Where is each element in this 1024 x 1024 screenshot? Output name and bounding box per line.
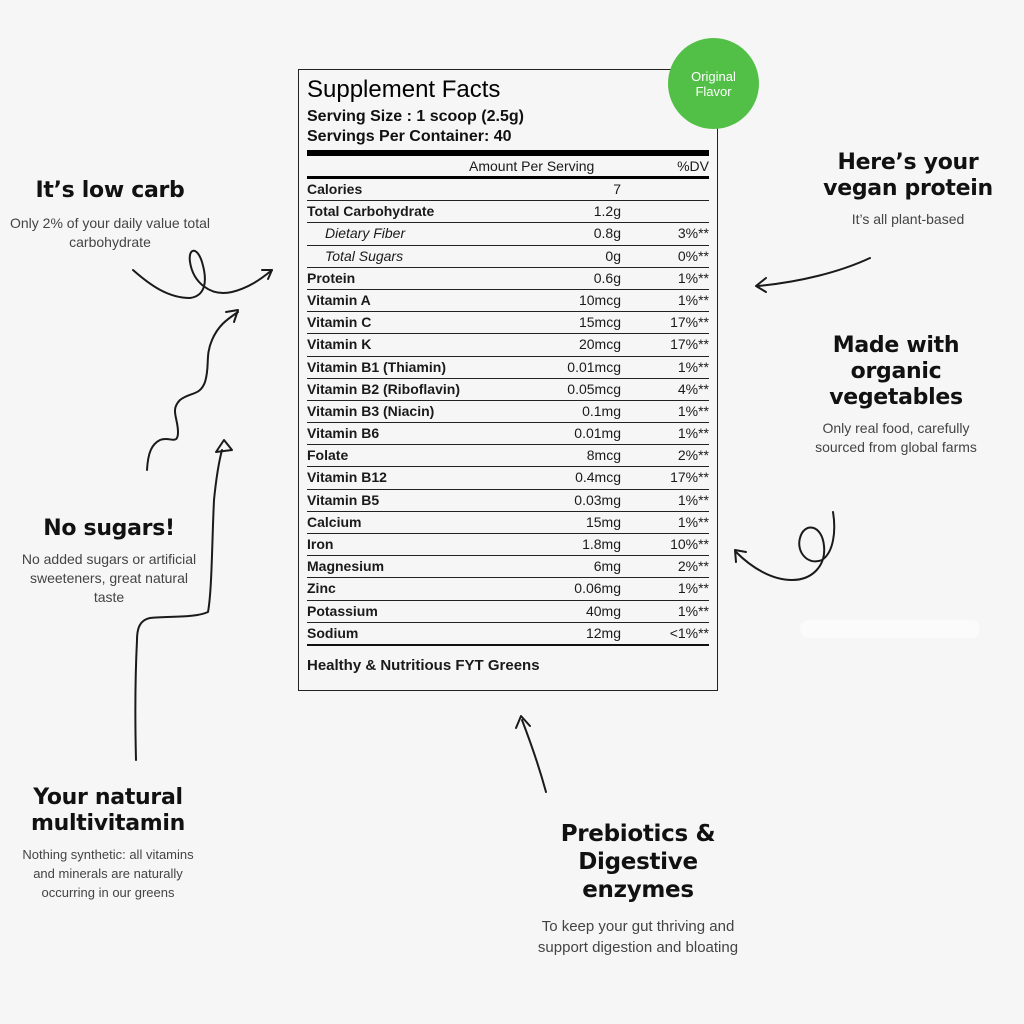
facts-row	[307, 223, 709, 245]
badge-line-1: Original	[691, 68, 736, 84]
nutrient-amount: 15mg	[585, 513, 621, 530]
callout-organic	[796, 333, 996, 457]
nutrient-amount: 0.01mg	[574, 425, 621, 442]
flavor-badge	[668, 38, 759, 129]
facts-row	[307, 534, 709, 556]
nutrient-name: Vitamin B6	[307, 425, 380, 442]
callout-low-carb	[10, 178, 210, 252]
no-sugars-text: No added sugars or artificial sweeteners, great natural taste	[21, 551, 197, 605]
nutrient-amount: 6mg	[593, 558, 621, 575]
facts-row	[307, 357, 709, 379]
callout-multivitamin	[18, 785, 198, 902]
facts-rows	[307, 179, 709, 646]
nutrient-dv: 2%**	[677, 447, 709, 464]
multivitamin-title: Your natural multivitamin	[31, 785, 185, 836]
nutrient-amount: 0.4mcg	[575, 469, 621, 486]
organic-title: Made with organic vegetables	[829, 333, 963, 410]
facts-row	[307, 290, 709, 312]
vegan-protein-title: Here’s your vegan protein	[823, 150, 993, 201]
nutrient-amount: 40mg	[585, 602, 621, 619]
arrow-zigzag	[147, 312, 238, 470]
facts-row	[307, 379, 709, 401]
nutrient-name: Vitamin B2 (Riboflavin)	[307, 380, 460, 397]
facts-row	[307, 556, 709, 578]
nutrient-amount: 20mcg	[578, 336, 621, 353]
arrow-prebiotics	[522, 720, 546, 792]
column-header	[307, 158, 709, 176]
nutrient-name: Potassium	[307, 602, 378, 619]
facts-row	[307, 179, 709, 201]
nutrient-dv: 3%**	[677, 225, 709, 242]
nutrient-amount: 8mcg	[586, 447, 621, 464]
nutrient-name: Magnesium	[307, 558, 385, 575]
nutrient-name: Total Carbohydrate	[307, 203, 435, 220]
no-sugars-title: No sugars!	[43, 516, 175, 541]
nutrient-name: Dietary Fiber	[325, 225, 406, 242]
amount-header: Amount Per Serving	[469, 158, 595, 174]
nutrient-amount: 0.03mg	[574, 491, 621, 508]
facts-row	[307, 467, 709, 489]
nutrient-dv: 4%**	[677, 380, 709, 397]
nutrient-amount: 0.8g	[593, 225, 621, 242]
nutrient-name: Vitamin A	[307, 291, 371, 308]
facts-row	[307, 445, 709, 467]
facts-row	[307, 423, 709, 445]
multivitamin-text: Nothing synthetic: all vitamins and minerals are naturally occurring in our greens	[22, 847, 194, 900]
nutrient-name: Folate	[307, 447, 349, 464]
facts-row	[307, 201, 709, 223]
facts-row	[307, 334, 709, 356]
low-carb-title: It’s low carb	[35, 178, 185, 203]
nutrient-dv: 1%**	[677, 425, 709, 442]
facts-footer: Healthy & Nutritious FYT Greens	[307, 657, 540, 674]
nutrient-name: Vitamin B5	[307, 491, 380, 508]
nutrient-dv: 17%**	[670, 314, 709, 331]
facts-row	[307, 490, 709, 512]
facts-row	[307, 268, 709, 290]
nutrient-dv: 10%**	[670, 536, 709, 552]
nutrient-name: Vitamin B1 (Thiamin)	[307, 358, 446, 375]
vegan-protein-text: It’s all plant-based	[851, 211, 965, 227]
arrow-organic	[736, 512, 834, 580]
nutrient-amount: 1.8mg	[582, 536, 621, 552]
callout-no-sugars	[14, 516, 204, 607]
prebiotics-title: Prebiotics & Digestive enzymes	[560, 821, 716, 903]
arrow-low-carb	[133, 251, 272, 298]
nutrient-dv: 1%**	[677, 513, 709, 530]
nutrient-name: Calcium	[307, 513, 362, 530]
nutrient-amount: 0.6g	[593, 269, 621, 286]
nutrient-amount: 15mcg	[578, 314, 621, 331]
nutrient-dv: 1%**	[677, 358, 709, 375]
nutrient-amount: 12mg	[585, 624, 621, 641]
nutrient-name: Sodium	[307, 624, 359, 641]
servings-per-container: Servings Per Container: 40	[307, 128, 512, 145]
facts-row	[307, 578, 709, 600]
nutrient-name: Iron	[307, 536, 334, 552]
nutrient-name: Vitamin B12	[307, 469, 387, 486]
background-smudge	[800, 620, 980, 638]
organic-text: Only real food, carefully sourced from global farms	[815, 420, 977, 455]
nutrient-dv: 1%**	[677, 602, 709, 619]
nutrient-amount: 1.2g	[593, 203, 621, 220]
nutrient-dv: <1%**	[669, 624, 709, 641]
facts-row	[307, 401, 709, 423]
nutrient-dv: 17%**	[670, 336, 709, 353]
nutrient-amount: 0g	[605, 247, 621, 264]
nutrient-name: Vitamin B3 (Niacin)	[307, 402, 435, 419]
supplement-facts-panel	[298, 69, 718, 691]
nutrient-name: Calories	[307, 181, 363, 197]
nutrient-amount: 7	[613, 181, 621, 197]
nutrient-amount: 0.01mcg	[567, 358, 621, 375]
facts-row	[307, 312, 709, 334]
low-carb-text: Only 2% of your daily value total carbohydrate	[10, 215, 210, 250]
nutrient-dv: 1%**	[677, 291, 709, 308]
nutrient-name: Protein	[307, 269, 356, 286]
badge-line-2: Flavor	[695, 83, 732, 99]
nutrient-name: Zinc	[307, 580, 336, 597]
nutrient-dv: 17%**	[670, 469, 709, 486]
callout-prebiotics	[528, 820, 748, 958]
nutrient-dv: 1%**	[677, 491, 709, 508]
nutrient-amount: 0.1mg	[582, 402, 621, 419]
arrow-vegan-protein	[758, 258, 870, 286]
nutrient-amount: 0.05mcg	[567, 380, 621, 397]
callout-vegan-protein	[808, 150, 1008, 229]
dv-header: %DV	[677, 158, 709, 174]
facts-row	[307, 512, 709, 534]
prebiotics-text: To keep your gut thriving and support digestion and bloating	[537, 918, 739, 956]
arrowhead-multivitamin	[216, 440, 232, 452]
facts-title: Supplement Facts	[307, 76, 501, 103]
nutrient-name: Vitamin K	[307, 336, 372, 353]
facts-row	[307, 623, 709, 646]
serving-size: Serving Size : 1 scoop (2.5g)	[307, 108, 524, 125]
facts-row	[307, 601, 709, 623]
nutrient-dv: 0%**	[677, 247, 709, 264]
facts-row	[307, 246, 709, 268]
nutrient-dv: 1%**	[677, 580, 709, 597]
nutrient-amount: 0.06mg	[574, 580, 621, 597]
nutrient-dv: 1%**	[677, 269, 709, 286]
nutrient-name: Total Sugars	[325, 247, 404, 264]
nutrient-dv: 2%**	[677, 558, 709, 575]
thick-divider	[307, 150, 709, 156]
nutrient-name: Vitamin C	[307, 314, 372, 331]
nutrient-dv: 1%**	[677, 402, 709, 419]
nutrient-amount: 10mcg	[578, 291, 621, 308]
